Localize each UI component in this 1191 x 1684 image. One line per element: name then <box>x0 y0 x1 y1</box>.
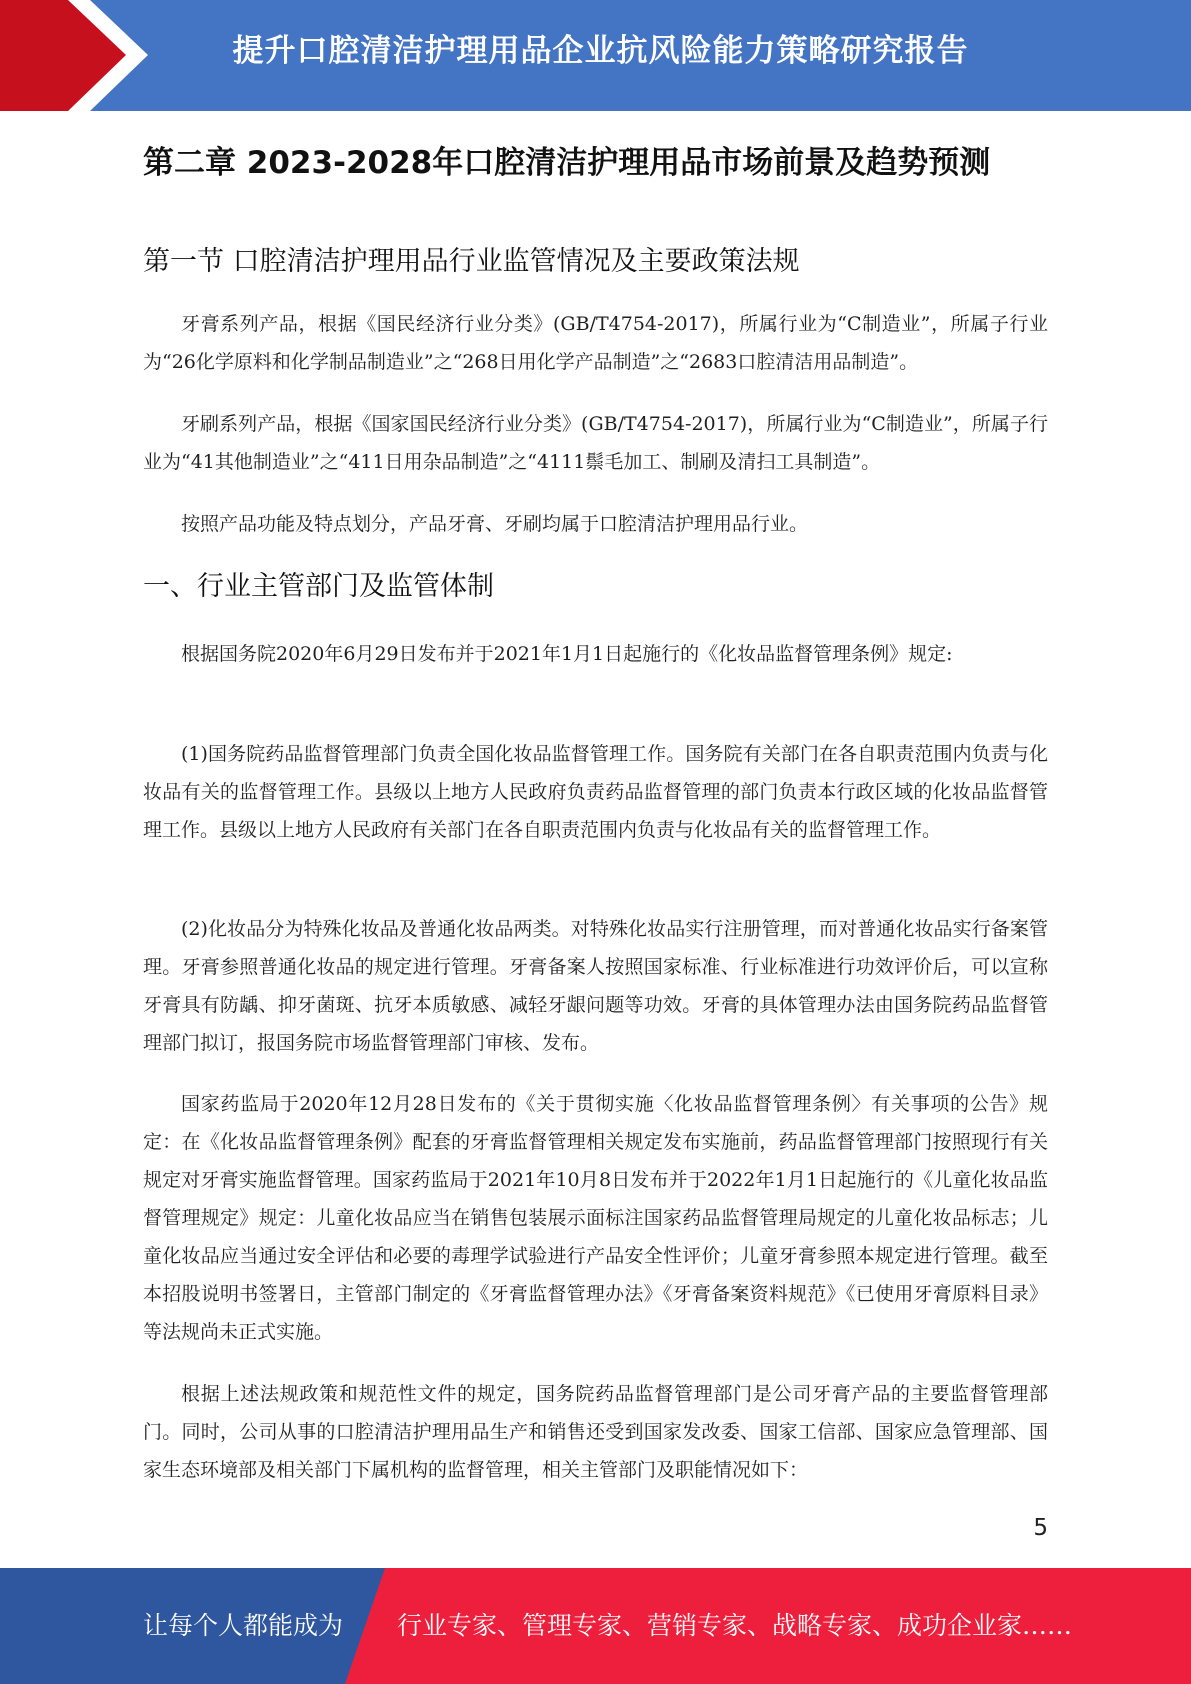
paragraph-toothpaste-classification: 牙膏系列产品，根据《国民经济行业分类》(GB/T4754-2017)，所属行业为“C制造业”，所属子行业为“26化学原料和化学制品制造业”之“268日用化学产品制造”之“2683口腔清洁用品制造”。 <box>143 313 1048 373</box>
paragraph-toothbrush-classification: 牙刷系列产品，根据《国家国民经济行业分类》(GB/T4754-2017)，所属行业为“C制造业”，所属子行业为“41其他制造业”之“411日用杂品制造”之“4111鬃毛加工、制刷及清扫工具制造”。 <box>143 413 1048 473</box>
paragraph-regulation-item-1: (1)国务院药品监督管理部门负责全国化妆品监督管理工作。国务院有关部门在各自职责范围内负责与化妆品有关的监督管理工作。县级以上地方人民政府负责药品监督管理的部门负责本行政区域的化妆品监督管理工作。县级以上地方人民政府有关部门在各自职责范围内负责与化妆品有关的监督管理工作。 <box>143 743 1048 841</box>
paragraph-nmpa-announcement: 国家药监局于2020年12月28日发布的《关于贯彻实施〈化妆品监督管理条例〉有关事项的公告》规定：在《化妆品监督管理条例》配套的牙膏监督管理相关规定发布实施前，药品监督管理部门按照现行有关规定对牙膏实施监督管理。国家药监局于2021年10月8日发布并于2022年1月1日起施行的《儿童化妆品监督管理规定》规定：儿童化妆品应当在销售包装展示面标注国家药品监督管理局规定的儿童化妆品标志；儿童化妆品应当通过安全评估和必要的毒理学试验进行产品安全性评价；儿童牙膏参照本规定进行管理。截至本招股说明书签署日，主管部门制定的《牙膏监督管理办法》《牙膏备案资料规范》《已使用牙膏原料目录》等法规尚未正式实施。 <box>143 1093 1048 1343</box>
paragraph-regulatory-authorities: 根据上述法规政策和规范性文件的规定，国务院药品监督管理部门是公司牙膏产品的主要监督管理部门。同时，公司从事的口腔清洁护理用品生产和销售还受到国家发改委、国家工信部、国家应急管理部、国家生态环境部及相关部门下属机构的监督管理，相关主管部门及职能情况如下： <box>143 1383 1048 1481</box>
document-body <box>143 135 1048 1481</box>
header-arrow-decoration <box>0 0 160 111</box>
paragraph-regulation-item-2: (2)化妆品分为特殊化妆品及普通化妆品两类。对特殊化妆品实行注册管理，而对普通化妆品实行备案管理。牙膏参照普通化妆品的规定进行管理。牙膏备案人按照国家标准、行业标准进行功效评价后，可以宣称牙膏具有防龋、抑牙菌斑、抗牙本质敏感、减轻牙龈问题等功效。牙膏的具体管理办法由国务院药品监督管理部门拟订，报国务院市场监督管理部门审核、发布。 <box>143 918 1048 1054</box>
footer-slogan-left: 让每个人都能成为 <box>143 1611 344 1640</box>
page-number: 5 <box>1033 1515 1048 1541</box>
subsection-title: 一、行业主管部门及监管体制 <box>143 571 494 602</box>
report-title: 提升口腔清洁护理用品企业抗风险能力策略研究报告 <box>232 33 969 69</box>
section-title: 第一节 口腔清洁护理用品行业监管情况及主要政策法规 <box>143 246 800 277</box>
paragraph-industry-summary: 按照产品功能及特点划分，产品牙膏、牙刷均属于口腔清洁护理用品行业。 <box>181 513 809 535</box>
header-banner <box>0 0 1191 111</box>
footer-banner <box>0 1568 1191 1684</box>
chapter-title: 第二章 2023-2028年口腔清洁护理用品市场前景及趋势预测 <box>143 145 991 181</box>
paragraph-regulation-intro: 根据国务院2020年6月29日发布并于2021年1月1日起施行的《化妆品监督管理条例》规定: <box>181 643 953 665</box>
footer-slogan-right: 行业专家、管理专家、营销专家、战略专家、成功企业家…… <box>397 1611 1073 1640</box>
